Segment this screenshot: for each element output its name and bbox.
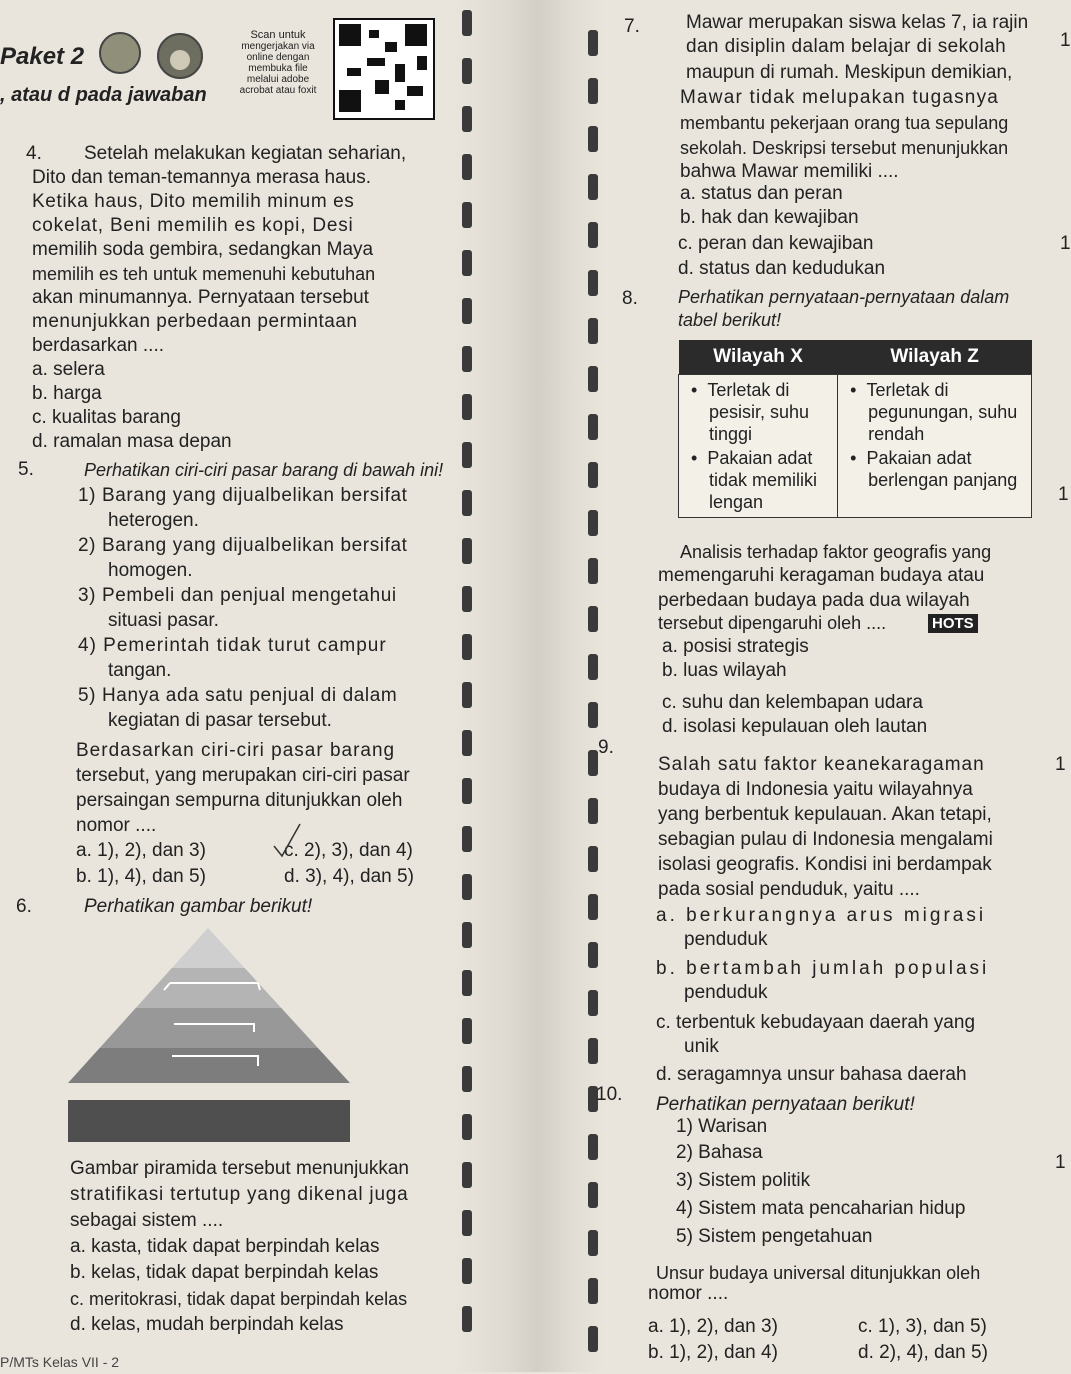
q6-intro: Perhatikan gambar berikut! <box>84 896 313 917</box>
q7-line: dan disiplin dalam belajar di sekolah <box>686 36 1007 57</box>
q9-option-b[interactable]: b. bertambah jumlah populasi <box>656 958 990 979</box>
q9-line: isolasi geografis. Kondisi ini berdampak <box>658 854 992 875</box>
q7-option-c[interactable]: c. peran dan kewajiban <box>678 233 874 254</box>
q9-option-a-cont: penduduk <box>684 929 768 950</box>
q7-option-d[interactable]: d. status dan kedudukan <box>678 258 886 279</box>
q10-item: 4) Sistem mata pencaharian hidup <box>676 1198 966 1219</box>
q4-line: Dito dan teman-temannya merasa haus. <box>32 167 372 188</box>
q6-number: 6. <box>16 896 32 917</box>
q10-option-a[interactable]: a. 1), 2), dan 3) <box>648 1316 778 1337</box>
q8-intro: tabel berikut! <box>678 310 782 330</box>
q9-line: yang berbentuk kepulauan. Akan tetapi, <box>658 804 992 825</box>
q8-question: tersebut dipengaruhi oleh .... <box>658 613 887 633</box>
q5-option-a[interactable]: a. 1), 2), dan 3) <box>76 840 206 861</box>
q8-question: perbedaan budaya pada dua wilayah <box>658 590 970 611</box>
q9-option-a[interactable]: a. berkurangnya arus migrasi <box>656 905 987 926</box>
q5-option-b[interactable]: b. 1), 4), dan 5) <box>76 866 206 887</box>
q5-question: Berdasarkan ciri-ciri pasar barang <box>76 740 396 761</box>
q8-option-a[interactable]: a. posisi strategis <box>662 636 809 657</box>
q7-line: bahwa Mawar memiliki .... <box>680 161 899 182</box>
hots-badge: HOTS <box>928 614 978 633</box>
q7-number: 7. <box>624 16 640 37</box>
q4-line: akan minumannya. Pernyataan tersebut <box>32 287 369 308</box>
q10-question: Unsur budaya universal ditunjukkan oleh <box>656 1263 981 1283</box>
q6-option-c[interactable]: c. meritokrasi, tidak dapat berpindah kelas <box>70 1289 408 1309</box>
q6-option-d[interactable]: d. kelas, mudah berpindah kelas <box>70 1314 344 1335</box>
q8-option-c[interactable]: c. suhu dan kelembapan udara <box>662 692 923 713</box>
table-header-z: Wilayah Z <box>838 340 1032 375</box>
q9-number: 9. <box>598 737 614 758</box>
q5-item: kegiatan di pasar tersebut. <box>108 710 332 731</box>
q5-item: situasi pasar. <box>108 610 219 631</box>
q5-item: homogen. <box>108 560 193 581</box>
q6-question: Gambar piramida tersebut menunjukkan <box>70 1158 410 1179</box>
margin-number: 1 <box>1058 484 1069 505</box>
q5-item: tangan. <box>108 660 172 681</box>
q5-question: nomor .... <box>76 815 157 836</box>
paket-title: Paket 2 <box>0 43 85 70</box>
q4-line: berdasarkan .... <box>32 335 165 356</box>
margin-number: 1 <box>1060 30 1071 51</box>
q7-line: Mawar merupakan siswa kelas 7, ia rajin <box>686 12 1029 33</box>
q6-option-b[interactable]: b. kelas, tidak dapat berpindah kelas <box>70 1262 379 1283</box>
page-footer: P/MTs Kelas VII - 2 <box>0 1354 120 1370</box>
pyramid-diagram <box>68 928 358 1093</box>
q9-line: sebagian pulau di Indonesia mengalami <box>658 829 993 850</box>
q6-option-a[interactable]: a. kasta, tidak dapat berpindah kelas <box>70 1236 380 1257</box>
q6-question: sebagai sistem .... <box>70 1210 224 1231</box>
q4-option-c[interactable]: c. kualitas barang <box>32 407 181 428</box>
q10-item: 1) Warisan <box>676 1116 768 1137</box>
q4-option-b[interactable]: b. harga <box>32 383 102 404</box>
q7-line: membantu pekerjaan orang tua sepulang <box>680 113 1009 133</box>
q6-question: stratifikasi tertutup yang dikenal juga <box>70 1184 409 1205</box>
q5-item: 4) Pemerintah tidak turut campur <box>78 635 387 656</box>
q5-item: 3) Pembeli dan penjual mengetahui <box>78 585 397 606</box>
q5-item: 5) Hanya ada satu penjual di dalam <box>78 685 398 706</box>
qr-code[interactable] <box>333 18 435 120</box>
q5-item: 1) Barang yang dijualbelikan bersifat <box>78 485 408 506</box>
pyramid-base-block <box>68 1100 350 1142</box>
q10-option-c[interactable]: c. 1), 3), dan 5) <box>858 1316 987 1337</box>
q9-option-b-cont: penduduk <box>684 982 768 1003</box>
scan-instructions: Scan untuk mengerjakan via online dengan membuka file melalui adobe acrobat atau foxit <box>239 29 317 96</box>
q7-line: Mawar tidak melupakan tugasnya <box>680 87 1000 108</box>
q9-line: budaya di Indonesia yaitu wilayahnya <box>658 779 973 800</box>
q9-option-c[interactable]: c. terbentuk kebudayaan daerah yang <box>656 1012 976 1033</box>
q4-line: memilih es teh untuk memenuhi kebutuhan <box>32 264 376 284</box>
q5-number: 5. <box>18 459 34 480</box>
q4-line: cokelat, Beni memilih es kopi, Desi <box>32 215 354 236</box>
q8-option-b[interactable]: b. luas wilayah <box>662 660 787 681</box>
q10-option-b[interactable]: b. 1), 2), dan 4) <box>648 1342 778 1363</box>
q8-intro: Perhatikan pernyataan-pernyataan dalam <box>678 287 1010 307</box>
q10-item: 2) Bahasa <box>676 1142 763 1163</box>
q7-option-b[interactable]: b. hak dan kewajiban <box>680 207 859 228</box>
q9-line: Salah satu faktor keanekaragaman <box>658 754 985 775</box>
q4-line: Setelah melakukan kegiatan seharian, <box>84 143 407 164</box>
q5-intro: Perhatikan ciri-ciri pasar barang di bawah ini! <box>84 460 444 480</box>
q5-item: heterogen. <box>108 510 199 531</box>
mascot-icon <box>95 28 215 78</box>
q10-option-d[interactable]: d. 2), 4), dan 5) <box>858 1342 988 1363</box>
q5-option-d[interactable]: d. 3), 4), dan 5) <box>284 866 414 887</box>
q9-option-c-cont: unik <box>684 1036 719 1057</box>
q7-option-a[interactable]: a. status dan peran <box>680 183 843 204</box>
q8-option-d[interactable]: d. isolasi kepulauan oleh lautan <box>662 716 928 737</box>
q8-question: memengaruhi keragaman budaya atau <box>658 565 985 586</box>
table-header-x: Wilayah X <box>679 340 838 375</box>
answer-instruction: , atau d pada jawaban <box>0 84 207 106</box>
binder-holes-left <box>462 10 474 1354</box>
margin-number: 1 <box>1060 233 1071 254</box>
q4-option-d[interactable]: d. ramalan masa depan <box>32 431 232 452</box>
table-cell: • Terletak di pegunungan, suhu rendah • Pakaian adat berlengan panjang <box>838 375 1032 518</box>
region-comparison-table <box>678 340 1032 518</box>
q5-item: 2) Barang yang dijualbelikan bersifat <box>78 535 408 556</box>
table-cell: • Terletak di pesisir, suhu tinggi • Pakaian adat tidak memiliki lengan <box>679 375 838 518</box>
q10-item: 3) Sistem politik <box>676 1170 811 1191</box>
q8-question: Analisis terhadap faktor geografis yang <box>680 542 992 562</box>
q10-item: 5) Sistem pengetahuan <box>676 1226 873 1247</box>
q7-line: maupun di rumah. Meskipun demikian, <box>686 62 1013 83</box>
q10-intro: Perhatikan pernyataan berikut! <box>656 1094 915 1115</box>
binder-holes-right <box>588 30 600 1374</box>
q7-line: sekolah. Deskripsi tersebut menunjukkan <box>680 138 1009 158</box>
q8-number: 8. <box>622 288 638 309</box>
q4-line: menunjukkan perbedaan permintaan <box>32 311 358 332</box>
q9-option-d[interactable]: d. seragamnya unsur bahasa daerah <box>656 1064 967 1085</box>
margin-number: 1 <box>1055 754 1066 775</box>
q9-line: pada sosial penduduk, yaitu .... <box>658 879 920 900</box>
q5-option-c[interactable]: c. 2), 3), dan 4) <box>284 840 413 861</box>
binder-spine <box>455 0 605 1372</box>
q5-question: tersebut, yang merupakan ciri-ciri pasar <box>76 765 410 786</box>
answer-checkmark-icon <box>270 822 304 867</box>
q4-number: 4. <box>26 143 42 164</box>
q10-number: 10. <box>596 1084 623 1105</box>
q10-question: nomor .... <box>648 1283 729 1304</box>
q4-line: memilih soda gembira, sedangkan Maya <box>32 239 374 260</box>
q4-option-a[interactable]: a. selera <box>32 359 105 380</box>
q4-line: Ketika haus, Dito memilih minum es <box>32 191 355 212</box>
margin-number: 1 <box>1055 1152 1066 1173</box>
q5-question: persaingan sempurna ditunjukkan oleh <box>76 790 403 811</box>
